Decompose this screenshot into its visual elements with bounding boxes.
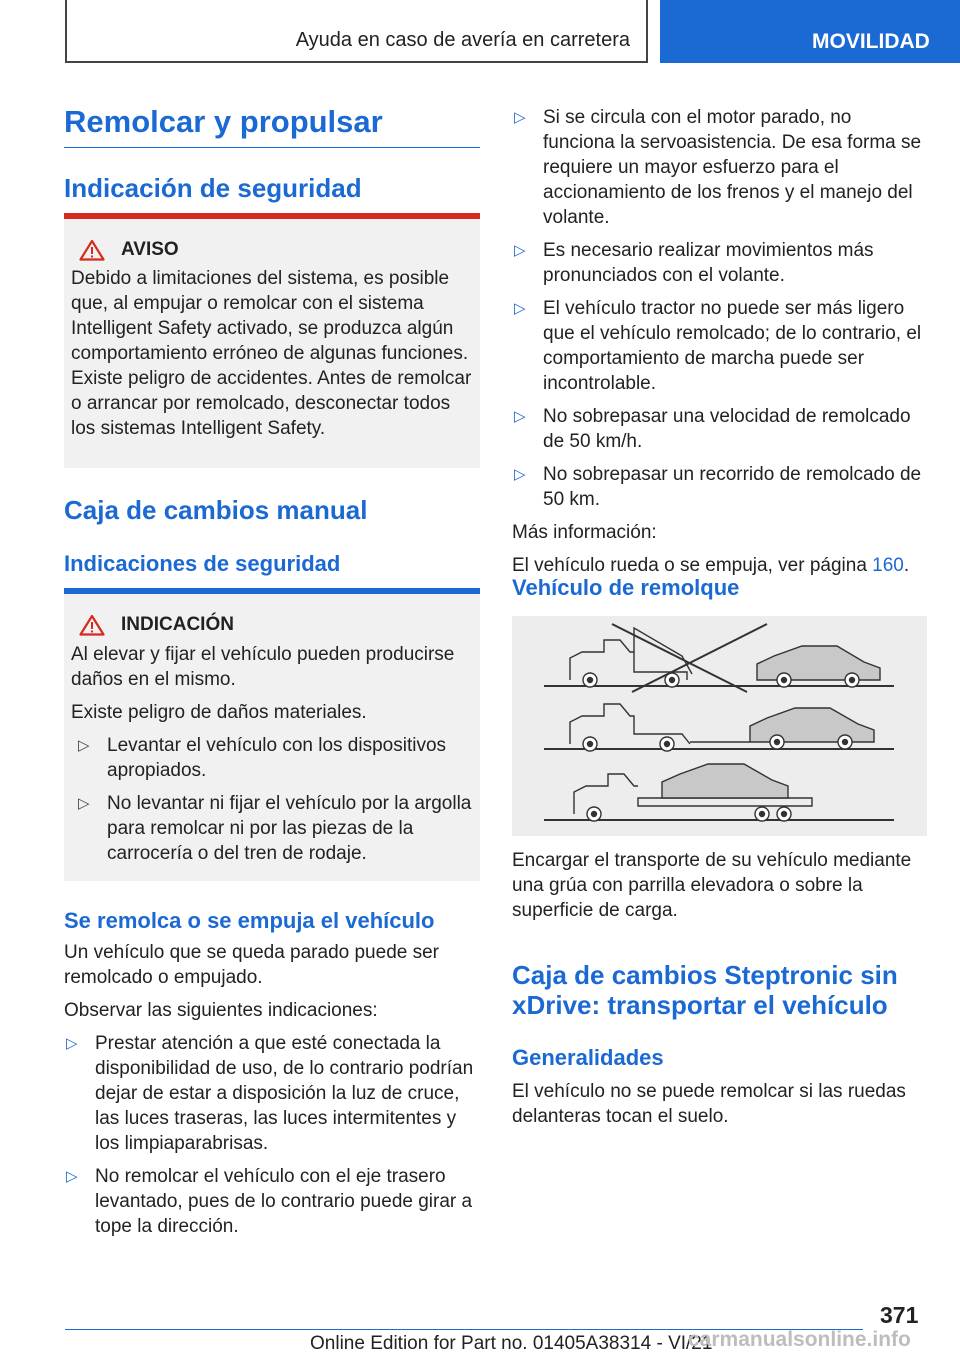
bullet-triangle-icon: ▷ — [66, 1035, 78, 1052]
heading-towed: Se remolca o se empuja el vehículo — [64, 908, 435, 933]
list-item: ▷ No sobrepasar un recorrido de remolcado de 50 km. — [514, 464, 922, 510]
bullet-triangle-icon: ▷ — [66, 1168, 78, 1185]
notice-text-2: Existe peligro de daños materiales. — [71, 702, 367, 723]
list-item: ▷ El vehículo tractor no puede ser más ligero que el vehículo remolcado; de lo contrario, el comportamiento de marcha puede ser incontrolable. — [514, 298, 922, 394]
page-reference: El vehículo rueda o se empuja, ver página 160. — [512, 555, 910, 576]
title-rule — [64, 147, 480, 148]
notice-heading — [79, 614, 473, 636]
header-section-title: Ayuda en caso de avería en carretera — [295, 29, 630, 51]
heading-steptronic: Caja de cambios Steptronic sin xDrive: transportar el vehículo — [512, 960, 898, 1020]
bullet-triangle-icon: ▷ — [78, 795, 90, 812]
heading-manual-gearbox: Caja de cambios manual — [64, 495, 368, 525]
page-reference-link[interactable]: 160 — [872, 555, 904, 576]
warning-box — [64, 219, 480, 468]
more-info-label: Más información: — [512, 522, 657, 543]
bullet-triangle-icon: ▷ — [514, 109, 526, 126]
observe-text: Observar las siguientes indicaciones: — [64, 1000, 378, 1021]
notice-title: INDICACIÓN — [121, 614, 234, 635]
list-item: ▷ No levantar ni fijar el vehículo por la argolla para remolcar ni por las piezas de la carrocería o del tren de rodaje. — [78, 793, 472, 864]
heading-safety-notes: Indicaciones de seguridad — [64, 551, 341, 576]
page-title: Remolcar y propulsar — [64, 104, 383, 139]
notice-text-1: Al elevar y fijar el vehículo pueden producirse daños en el mismo. — [71, 644, 455, 690]
general-body: El vehículo no se puede remolcar si las ruedas delanteras tocan el suelo. — [512, 1081, 906, 1127]
list-item: ▷ No sobrepasar una velocidad de remolcado de 50 km/h. — [514, 406, 911, 452]
figure-caption: Encargar el transporte de su vehículo mediante una grúa con parrilla elevadora o sobre la superficie de carga. — [512, 850, 912, 921]
right-bullets — [512, 105, 928, 578]
bullet-triangle-icon: ▷ — [514, 466, 526, 483]
watermark: carmanualsonline.info — [688, 1328, 911, 1351]
warning-heading — [79, 239, 473, 261]
bullet-triangle-icon: ▷ — [78, 737, 90, 754]
list-item: ▷ No remolcar el vehículo con el eje trasero levantado, pues de lo contrario puede girar a tope la dirección. — [66, 1166, 473, 1237]
towing-illustration — [512, 616, 927, 836]
towed-body — [64, 940, 480, 1239]
list-item: ▷ Levantar el vehículo con los dispositivos apropiados. — [78, 735, 447, 781]
list-item: ▷ Prestar atención a que esté conectada la disponibilidad de uso, de lo contrario podrían dejar de estar a disposición la luz de cruce, las luces traseras, las luces intermitentes y los limpiaparabrisas. — [66, 1033, 474, 1154]
page-number: 371 — [880, 1302, 919, 1328]
bullet-triangle-icon: ▷ — [514, 242, 526, 259]
footer-edition: Online Edition for Part no. 01405A38314 - VI/21 — [310, 1333, 713, 1354]
list-item: ▷ Si se circula con el motor parado, no funciona la servoasistencia. De esa forma se requiere un mayor esfuerzo para el accionamiento de los frenos y el manejo del volante. — [514, 107, 922, 228]
header-chapter-tab: MOVILIDAD — [660, 0, 960, 63]
notice-box — [64, 594, 480, 881]
heading-general: Generalidades — [512, 1045, 664, 1070]
heading-trailer-vehicle: Vehículo de remolque — [512, 575, 740, 600]
warning-text: Debido a limitaciones del sistema, es posible que, al empujar o remolcar con el sistema Intelligent Safety activado, se produzca algún comportamiento erróneo de algunas funciones. Existe peligro de accidentes. Antes de remolcar o arrancar por remolcado, desconectar todos los sistemas Intelligent Safety. — [71, 268, 472, 439]
bullet-triangle-icon: ▷ — [514, 300, 526, 317]
towing-methods-illustration — [512, 616, 927, 836]
warning-triangle-icon — [79, 614, 105, 636]
bullet-triangle-icon: ▷ — [514, 408, 526, 425]
heading-safety: Indicación de seguridad — [64, 173, 362, 203]
warning-triangle-icon — [79, 239, 105, 261]
towed-intro: Un vehículo que se queda parado puede ser remolcado o empujado. — [64, 942, 439, 988]
list-item: ▷ Es necesario realizar movimientos más pronunciados con el volante. — [514, 240, 874, 286]
warning-title: AVISO — [121, 239, 179, 260]
